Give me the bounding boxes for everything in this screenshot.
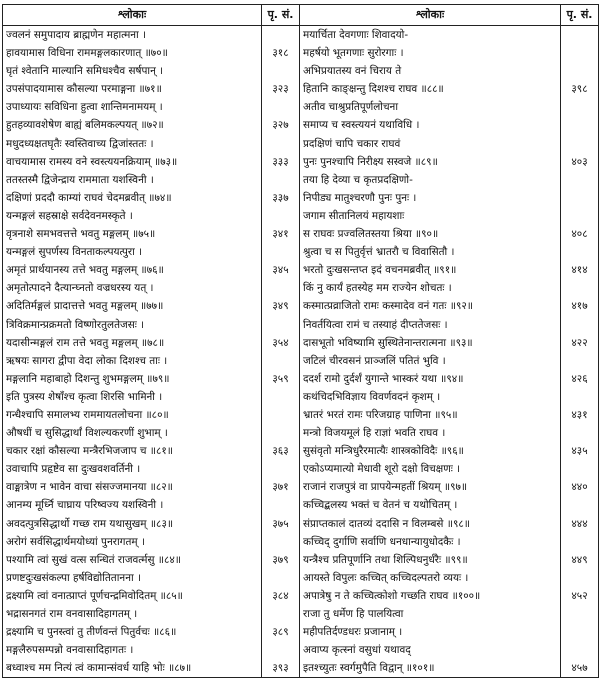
shloka-left: पश्यामि त्वां सुखं वत्स सन्धितं राजवर्त्मसु ॥८४॥ bbox=[3, 551, 262, 569]
page-right: ४३१ bbox=[561, 406, 599, 424]
table-row bbox=[3, 406, 599, 424]
shloka-right: स राघवः प्रज्वलितस्तया श्रिया ॥९०॥ bbox=[300, 225, 561, 243]
shloka-left: भद्रासनगतं राम वनवासादिहागतम् । bbox=[3, 605, 262, 623]
page-left bbox=[262, 424, 300, 442]
table-row bbox=[3, 98, 599, 116]
shloka-left: हावयामास विधिना राममङ्गलकारणात् ॥७०॥ bbox=[3, 44, 262, 62]
shloka-left: द्रक्ष्यामि त्वां वनात्प्राप्तं पूर्णचन्द्रमिवोदितम् ॥८५॥ bbox=[3, 587, 262, 605]
shloka-right: पुनः पुनश्चापि निरीक्ष्य सस्वजे ॥८९॥ bbox=[300, 153, 561, 171]
table-row bbox=[3, 26, 599, 45]
shloka-left: ज्वलनं समुपादाय ब्राह्मणेन महात्मना । bbox=[3, 26, 262, 45]
page-left bbox=[262, 62, 300, 80]
shloka-right: यन्त्रैश्च प्रतिपूर्णानि तथा शिल्पिधनुर्धरैः ॥९९॥ bbox=[300, 551, 561, 569]
table-row bbox=[3, 515, 599, 533]
shloka-left: चकार रक्षां कौसल्या मन्त्रैरभिजजाप च ॥८१॥ bbox=[3, 442, 262, 460]
page-right bbox=[561, 605, 599, 623]
page-left bbox=[262, 641, 300, 659]
page-right: ४०८ bbox=[561, 225, 599, 243]
shloka-left: प्रणष्टदुःखसंकल्पा हर्षविद्योतितानना । bbox=[3, 569, 262, 587]
page-left: ३३३ bbox=[262, 153, 300, 171]
page-right: ४४० bbox=[561, 478, 599, 496]
table-row bbox=[3, 316, 599, 334]
shloka-right: एकोऽप्यमात्यो मेधावी शूरो दक्षो विचक्षणः । bbox=[300, 460, 561, 478]
page-right bbox=[561, 135, 599, 153]
page-left: ३४९ bbox=[262, 297, 300, 315]
page-right bbox=[561, 641, 599, 659]
shloka-left: आनम्य मूर्ध्नि चाघ्राय परिष्वज्य यशस्विनी । bbox=[3, 496, 262, 514]
shloka-right: संप्राप्तकालं दातव्यं ददासि न विलम्बसे ॥९८॥ bbox=[300, 515, 561, 533]
page-right: ३९८ bbox=[561, 80, 599, 98]
shloka-right: प्रदक्षिणं चापि चकार राघवं bbox=[300, 135, 561, 153]
shloka-right: सुसंवृतो मन्त्रिधुरैरमात्यैः शास्त्रकोविदैः ॥९६॥ bbox=[300, 442, 561, 460]
table-row bbox=[3, 44, 599, 62]
table-row bbox=[3, 478, 599, 496]
shloka-right: किं नु कार्यं हतस्येह मम राज्येन शोचतः । bbox=[300, 279, 561, 297]
page-right bbox=[561, 44, 599, 62]
page-right: ४५७ bbox=[561, 659, 599, 678]
table-body bbox=[3, 26, 599, 678]
table-row bbox=[3, 80, 599, 98]
page-left bbox=[262, 496, 300, 514]
page-right bbox=[561, 496, 599, 514]
shloka-left: मधुदध्यक्षतघृतैः स्वस्तिवाच्य द्विजांस्ततः । bbox=[3, 135, 262, 153]
shloka-right: अभिप्रयातस्य वनं चिराय ते bbox=[300, 62, 561, 80]
page-left bbox=[262, 569, 300, 587]
shloka-left: वाङ्मात्रेण न भावेन वाचा संसज्जमानया ॥८२॥ bbox=[3, 478, 262, 496]
table-row bbox=[3, 533, 599, 551]
table-header-row bbox=[3, 5, 599, 26]
page-left: ३१८ bbox=[262, 44, 300, 62]
shloka-left: यन्मङ्गलं सहस्राक्षे सर्वदेवनमस्कृते । bbox=[3, 207, 262, 225]
table-row bbox=[3, 623, 599, 641]
shloka-right: भरतो दुःखसन्तप्त इदं वचनमब्रवीत् ॥९१॥ bbox=[300, 261, 561, 279]
page-right bbox=[561, 424, 599, 442]
page-left bbox=[262, 533, 300, 551]
page-right bbox=[561, 623, 599, 641]
shloka-right: महीपतिर्दण्डधरः प्रजानाम् । bbox=[300, 623, 561, 641]
shloka-left: उपाध्यायः सविधिना हुत्वा शान्तिमनामयम् । bbox=[3, 98, 262, 116]
table-row bbox=[3, 641, 599, 659]
shloka-right: मयार्चिता देवगणाः शिवादयो- bbox=[300, 26, 561, 45]
shloka-left: उपसंपादयामास कौसल्या परमाङ्गना ॥७१॥ bbox=[3, 80, 262, 98]
page-right bbox=[561, 116, 599, 134]
header-page-left: पृ. सं. bbox=[262, 5, 300, 26]
page-left: ३२७ bbox=[262, 116, 300, 134]
table-row bbox=[3, 496, 599, 514]
table-row bbox=[3, 587, 599, 605]
shloka-right: हितानि काङ्क्षन्तु दिशश्च राघव ॥८८॥ bbox=[300, 80, 561, 98]
page-left bbox=[262, 243, 300, 261]
table-row bbox=[3, 279, 599, 297]
page-right bbox=[561, 460, 599, 478]
table-row bbox=[3, 424, 599, 442]
table-row bbox=[3, 243, 599, 261]
page-left: ३९३ bbox=[262, 659, 300, 678]
table-row bbox=[3, 659, 599, 678]
shloka-left: ऋषयः सागरा द्वीपा वेदा लोका दिशश्च ताः । bbox=[3, 352, 262, 370]
page-right: ४२२ bbox=[561, 334, 599, 352]
page-right bbox=[561, 207, 599, 225]
shloka-right: अपात्रेषु न ते कच्चित्कोशो गच्छति राघव ॥१००॥ bbox=[300, 587, 561, 605]
page-left bbox=[262, 460, 300, 478]
page-left bbox=[262, 207, 300, 225]
page-right bbox=[561, 388, 599, 406]
shloka-left: वृत्रनाशे समभवत्तत्ते भवतु मङ्गलम् ॥७५॥ bbox=[3, 225, 262, 243]
table-row bbox=[3, 225, 599, 243]
shloka-right: कस्मात्प्रव्राजितो रामः कस्मादेव वनं गतः ॥९२॥ bbox=[300, 297, 561, 315]
page-left bbox=[262, 406, 300, 424]
shloka-left: अमृतोत्पादने दैत्यान्घ्नतो वज्रधरस्य यत् । bbox=[3, 279, 262, 297]
page-right: ४१४ bbox=[561, 261, 599, 279]
header-shloka-left: श्लोकाः bbox=[3, 5, 262, 26]
table-row bbox=[3, 62, 599, 80]
table-row bbox=[3, 261, 599, 279]
shloka-left: घृतं श्वेतानि माल्यानि समिधश्चैव सर्षपान् । bbox=[3, 62, 262, 80]
page-right: ४३५ bbox=[561, 442, 599, 460]
shloka-right: समाप्य च स्वस्त्ययनं यथाविधि । bbox=[300, 116, 561, 134]
shloka-left: अमृतं प्रार्थयानस्य तत्ते भवतु मङ्गलम् ॥७६॥ bbox=[3, 261, 262, 279]
table-row bbox=[3, 605, 599, 623]
shloka-left: यन्मङ्गलं सुपर्णस्य विनताकल्पयत्पुरा । bbox=[3, 243, 262, 261]
page-left: ३६३ bbox=[262, 442, 300, 460]
shloka-right: श्रुत्वा च स पितुर्वृत्तं भ्रातरौ च विवासितौ । bbox=[300, 243, 561, 261]
page-left: ३५९ bbox=[262, 370, 300, 388]
page-right bbox=[561, 189, 599, 207]
shloka-right: कथंचिदभिविज्ञाय विवर्णवदनं कृशम् । bbox=[300, 388, 561, 406]
table-row bbox=[3, 388, 599, 406]
page-left bbox=[262, 316, 300, 334]
shloka-right: जटिलं चीरवसनं प्राञ्जलिं पतितं भुवि । bbox=[300, 352, 561, 370]
shloka-left: उवाचापि प्रहृष्टेव सा दुःखवशवर्तिनी । bbox=[3, 460, 262, 478]
shloka-left: वाचयामास रामस्य वने स्वस्त्ययनक्रियाम् ॥७३॥ bbox=[3, 153, 262, 171]
page-right bbox=[561, 316, 599, 334]
page-left: ३४१ bbox=[262, 225, 300, 243]
page-right: ४४४ bbox=[561, 515, 599, 533]
shloka-left: गन्धैश्चापि समालभ्य राममायतलोचना ॥८०॥ bbox=[3, 406, 262, 424]
shloka-right: दासभूतो भविष्यामि सुस्थितेनान्तरात्मना ॥९३॥ bbox=[300, 334, 561, 352]
table-row bbox=[3, 334, 599, 352]
page-left: ३३७ bbox=[262, 189, 300, 207]
table-row bbox=[3, 297, 599, 315]
shloka-left: मङ्गलानि महाबाहो दिशन्तु शुभमङ्गलम् ॥७९॥ bbox=[3, 370, 262, 388]
shloka-right: निपीड्य मातुश्चरणौ पुनः पुनः । bbox=[300, 189, 561, 207]
shloka-right: राजा तु धर्मेण हि पालयित्वा bbox=[300, 605, 561, 623]
table-row bbox=[3, 135, 599, 153]
shloka-right: आयस्ते विपुलः कच्चित् कच्चिदल्पतरो व्ययः । bbox=[300, 569, 561, 587]
page-left: ३७१ bbox=[262, 478, 300, 496]
shloka-right: जगाम सीतानिलयं महायशाः bbox=[300, 207, 561, 225]
page-left bbox=[262, 26, 300, 45]
shloka-right: भ्रातरं भरतं रामः परिजग्राह पाणिना ॥९५॥ bbox=[300, 406, 561, 424]
shloka-left: अरोगं सर्वसिद्धार्थमयोध्यां पुनरागतम् । bbox=[3, 533, 262, 551]
page-left: ३७५ bbox=[262, 515, 300, 533]
page-right bbox=[561, 62, 599, 80]
shloka-right: अतीव चाश्रुप्रतिपूर्णलोचना bbox=[300, 98, 561, 116]
shloka-left: दक्षिणां प्रददौ काम्यां राघवं चेदमब्रवीत् ॥७४॥ bbox=[3, 189, 262, 207]
page-right bbox=[561, 243, 599, 261]
shloka-right: निवर्तयित्वा रामं च तस्याहं दीप्ततेजसः । bbox=[300, 316, 561, 334]
shloka-right: महर्षयो भूतगणाः सुरोरगाः । bbox=[300, 44, 561, 62]
table-row bbox=[3, 207, 599, 225]
page-right: ४०३ bbox=[561, 153, 599, 171]
table-row bbox=[3, 442, 599, 460]
shloka-right: मन्त्रो विजयमूलं हि राज्ञां भवति राघव । bbox=[300, 424, 561, 442]
page-left bbox=[262, 388, 300, 406]
page-left: ३५४ bbox=[262, 334, 300, 352]
page-right bbox=[561, 26, 599, 45]
table-row bbox=[3, 189, 599, 207]
header-page-right: पृ. सं. bbox=[561, 5, 599, 26]
table-row bbox=[3, 370, 599, 388]
shloka-left: बध्वाश्च मम नित्यं त्वं कामान्संवर्ध याहि भोः ॥८७॥ bbox=[3, 659, 262, 678]
page-left: ३८९ bbox=[262, 623, 300, 641]
page-left bbox=[262, 135, 300, 153]
page-right: ४४९ bbox=[561, 551, 599, 569]
shloka-left: अदितिर्मङ्गलं प्रादात्तत्ते भवतु मङ्गलम् ॥७७॥ bbox=[3, 297, 262, 315]
table-row bbox=[3, 460, 599, 478]
page-left bbox=[262, 605, 300, 623]
page-left: ३८४ bbox=[262, 587, 300, 605]
page-right bbox=[561, 569, 599, 587]
shloka-right: ददर्श रामो दुर्दर्शं युगान्ते भास्करं यथा ॥९४॥ bbox=[300, 370, 561, 388]
table-row bbox=[3, 352, 599, 370]
shloka-left: हुतहव्यावशेषेण बाह्यं बलिमकल्पयत् ॥७२॥ bbox=[3, 116, 262, 134]
shloka-right: कच्चिद्बलस्य भक्तं च वेतनं च यथोचितम् । bbox=[300, 496, 561, 514]
page-right bbox=[561, 171, 599, 189]
shloka-left: अवदत्पुत्रसिद्धार्थो गच्छ राम यथासुखम् ॥८३॥ bbox=[3, 515, 262, 533]
shloka-right: कच्चिद् दुर्गाणि सर्वाणि धनधान्यायुधोदकैः । bbox=[300, 533, 561, 551]
shloka-right: इतश्च्युतः स्वर्गमुपैति विद्वान् ॥१०१॥ bbox=[300, 659, 561, 678]
page-left: ३२३ bbox=[262, 80, 300, 98]
page-right bbox=[561, 533, 599, 551]
shloka-left: औषधीं च सुसिद्धार्थां विशल्यकरणीं शुभाम् । bbox=[3, 424, 262, 442]
shloka-left: मङ्गलैरुपसम्पन्नो वनवासादिहागतः । bbox=[3, 641, 262, 659]
table-row bbox=[3, 116, 599, 134]
page-right bbox=[561, 352, 599, 370]
shloka-right: तया हि देव्या च कृतप्रदक्षिणो- bbox=[300, 171, 561, 189]
page-right: ४१७ bbox=[561, 297, 599, 315]
table-row bbox=[3, 153, 599, 171]
page-right: ४२६ bbox=[561, 370, 599, 388]
page-left: ३७९ bbox=[262, 551, 300, 569]
table-row bbox=[3, 171, 599, 189]
shloka-left: इति पुत्रस्य शेषाँश्च कृत्वा शिरसि भामिनी । bbox=[3, 388, 262, 406]
page-right bbox=[561, 279, 599, 297]
page-right: ४५२ bbox=[561, 587, 599, 605]
shloka-index-table bbox=[2, 4, 599, 678]
page-left bbox=[262, 279, 300, 297]
shloka-left: त्रिविक्रमान्प्रक्रमतो विष्णोरतुलतेजसः । bbox=[3, 316, 262, 334]
page-right bbox=[561, 98, 599, 116]
page-left bbox=[262, 352, 300, 370]
shloka-right: अवाप्य कृत्स्नां वसुधां यथावद् bbox=[300, 641, 561, 659]
shloka-right: राजानं राजपुत्रं वा प्रापयेन्महतीं श्रियम् ॥९७॥ bbox=[300, 478, 561, 496]
page-left bbox=[262, 171, 300, 189]
shloka-left: ततस्तस्मै द्विजेन्द्राय राममाता यशस्विनी । bbox=[3, 171, 262, 189]
page-left bbox=[262, 98, 300, 116]
table-row bbox=[3, 569, 599, 587]
shloka-left: यदासीन्मङ्गलं राम तत्ते भवतु मङ्गलम् ॥७८॥ bbox=[3, 334, 262, 352]
header-shloka-right: श्लोकाः bbox=[300, 5, 561, 26]
table-row bbox=[3, 551, 599, 569]
page-left: ३४५ bbox=[262, 261, 300, 279]
shloka-left: द्रक्ष्यामि च पुनस्त्वां तु तीर्णवन्तं पितुर्वचः ॥८६॥ bbox=[3, 623, 262, 641]
